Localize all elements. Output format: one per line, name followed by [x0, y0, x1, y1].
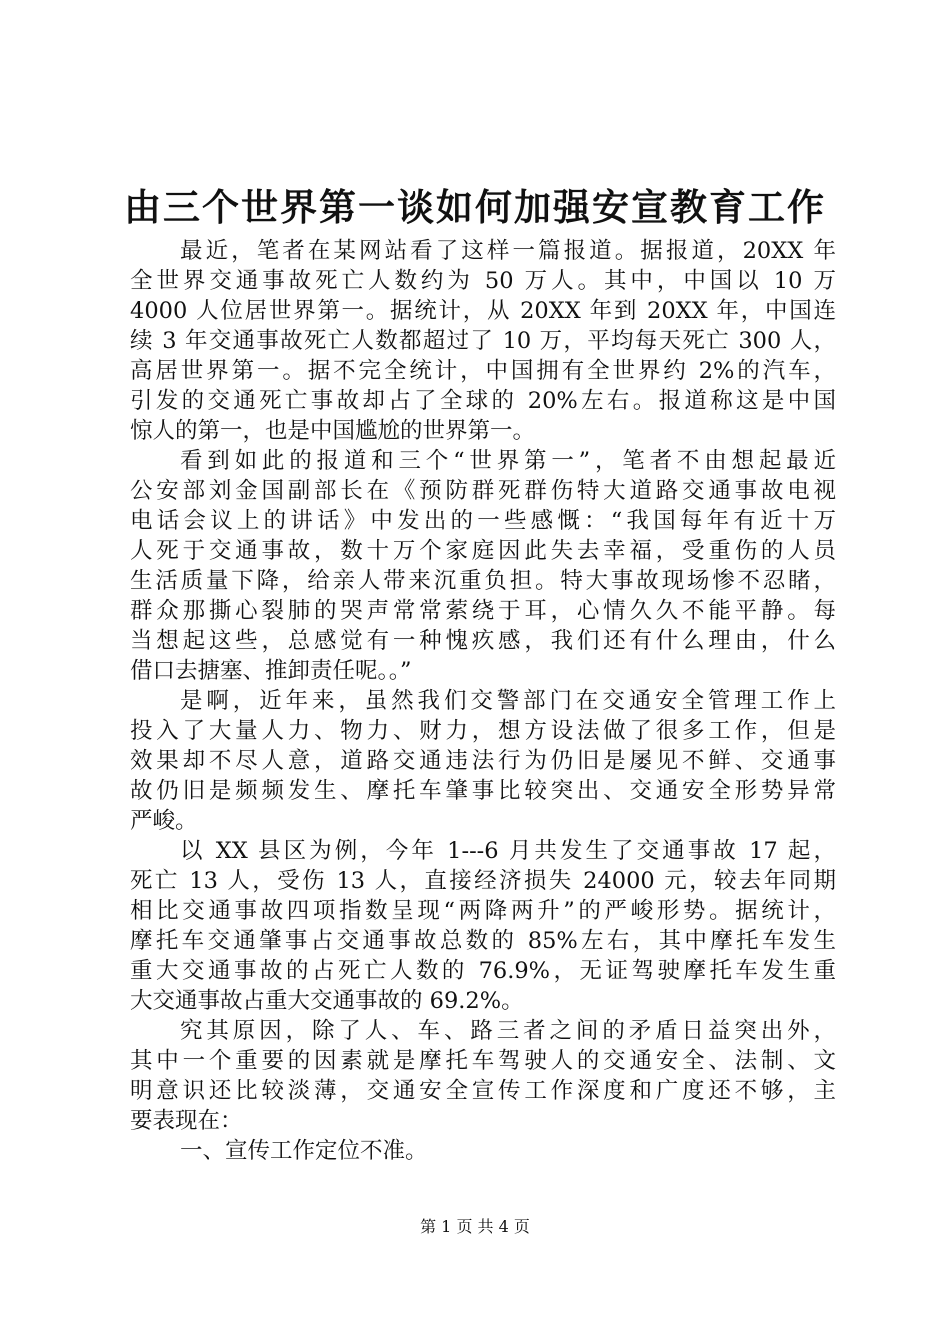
paragraph-line: 投入了大量人力、物力、财力，想方设法做了很多工作，但是: [130, 718, 836, 744]
paragraph-line: 公安部刘金国副部长在《预防群死群伤特大道路交通事故电视: [130, 478, 836, 504]
paragraph-line: 全世界交通事故死亡人数约为 50 万人。其中，中国以 10 万: [130, 268, 836, 294]
paragraph-line: 效果却不尽人意，道路交通违法行为仍旧是屡见不鲜、交通事: [130, 748, 836, 774]
paragraph-line: 大交通事故占重大交通事故的 69.2%。: [130, 988, 524, 1014]
paragraph-line: 惊人的第一，也是中国尴尬的世界第一。: [130, 418, 536, 444]
paragraph-line: 死亡 13 人，受伤 13 人，直接经济损失 24000 元，较去年同期: [130, 868, 836, 894]
paragraph-line: 究其原因，除了人、车、路三者之间的矛盾日益突出外，: [180, 1018, 836, 1044]
paragraph-line: 4000 人位居世界第一。据统计，从 20XX 年到 20XX 年，中国连: [130, 298, 836, 324]
paragraph-line: 人死于交通事故，数十万个家庭因此失去幸福，受重伤的人员: [130, 538, 836, 564]
paragraph-line: 高居世界第一。据不完全统计，中国拥有全世界约 2%的汽车，: [130, 358, 836, 384]
document-body: [130, 236, 836, 1166]
paragraph-line: 以 XX 县区为例，今年 1---6 月共发生了交通事故 17 起，: [180, 838, 836, 864]
document-title: 由三个世界第一谈如何加强安宣教育工作: [124, 186, 826, 229]
paragraph-line: 当想起这些，总感觉有一种愧疚感，我们还有什么理由，什么: [130, 628, 836, 654]
paragraph-line: 是啊，近年来，虽然我们交警部门在交通安全管理工作上: [180, 688, 836, 714]
paragraph: [130, 1016, 836, 1136]
paragraph-line: 群众那撕心裂肺的哭声常常萦绕于耳，心情久久不能平静。每: [130, 598, 836, 624]
paragraph: [130, 236, 836, 446]
paragraph-line: 最近，笔者在某网站看了这样一篇报道。据报道，20XX 年: [180, 238, 836, 264]
paragraph-line: 其中一个重要的因素就是摩托车驾驶人的交通安全、法制、文: [130, 1048, 836, 1074]
paragraph-line: 电话会议上的讲话》中发出的一些感慨：“我国每年有近十万: [130, 508, 836, 534]
paragraph: [130, 446, 836, 686]
paragraph-line: 看到如此的报道和三个“世界第一”，笔者不由想起最近: [180, 448, 836, 474]
paragraph-line: 生活质量下降，给亲人带来沉重负担。特大事故现场惨不忍睹，: [130, 568, 836, 594]
paragraph-line: 严峻。: [130, 808, 198, 834]
paragraph: [130, 686, 836, 836]
paragraph-line: 重大交通事故的占死亡人数的 76.9%，无证驾驶摩托车发生重: [130, 958, 836, 984]
paragraph-line: 借口去搪塞、推卸责任呢。。”: [130, 658, 412, 684]
paragraph-line: 相比交通事故四项指数呈现“两降两升”的严峻形势。据统计，: [130, 898, 836, 924]
paragraph-line: 明意识还比较淡薄，交通安全宣传工作深度和广度还不够，主: [130, 1078, 836, 1104]
page-footer: 第 1 页 共 4 页: [420, 1217, 530, 1236]
paragraph-line: 摩托车交通肇事占交通事故总数的 85%左右，其中摩托车发生: [130, 928, 836, 954]
paragraph: [130, 1136, 836, 1166]
paragraph-line: 引发的交通死亡事故却占了全球的 20%左右。报道称这是中国: [130, 388, 836, 414]
paragraph: [130, 836, 836, 1016]
paragraph-line: 故仍旧是频频发生、摩托车肇事比较突出、交通安全形势异常: [130, 778, 836, 804]
paragraph-line: 一、宣传工作定位不准。: [180, 1138, 428, 1164]
paragraph-line: 要表现在：: [130, 1108, 243, 1134]
paragraph-line: 续 3 年交通事故死亡人数都超过了 10 万，平均每天死亡 300 人，: [130, 328, 836, 354]
